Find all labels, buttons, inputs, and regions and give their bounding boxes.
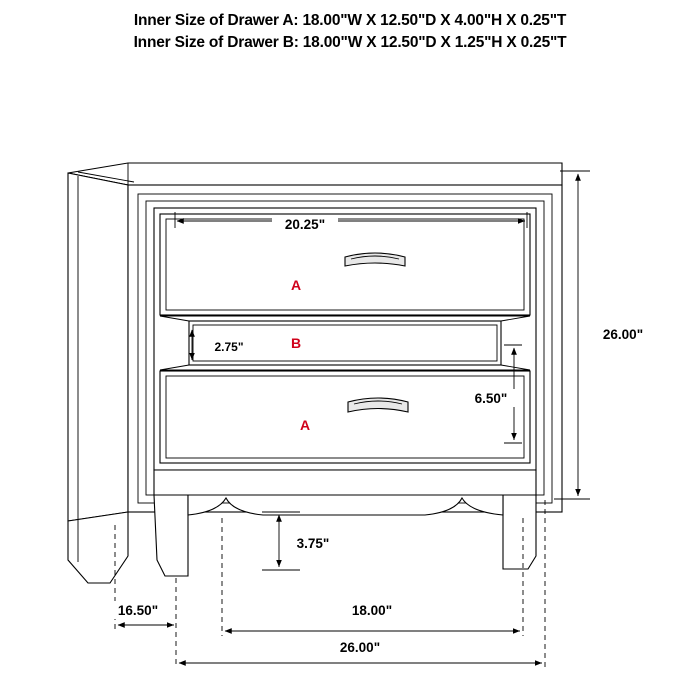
dimension-total-width <box>179 638 542 663</box>
header-line-drawer-b: Inner Size of Drawer B: 18.00"W X 12.50"D X 1.25"H X 0.25"T <box>133 34 567 51</box>
dim-leg-clearance-text: 3.75" <box>296 536 330 551</box>
cabinet-top-panel <box>68 163 562 185</box>
dim-total-width-text: 26.00" <box>339 640 381 655</box>
label-drawer-a-upper: A <box>290 277 302 293</box>
label-drawer-b: B <box>290 335 302 351</box>
dimension-leg-clearance <box>262 512 341 570</box>
dimension-depth <box>105 601 174 625</box>
left-front-leg <box>154 495 188 576</box>
dim-top-width-text: 20.25" <box>284 217 326 232</box>
label-drawer-a-lower: A <box>299 417 311 433</box>
dimension-inner-width <box>225 601 520 631</box>
dimension-overall-height <box>554 171 656 499</box>
dim-height-text: 26.00" <box>602 327 644 342</box>
rear-left-leg <box>68 512 128 583</box>
cabinet-left-side-panel <box>68 173 128 521</box>
dim-lower-drawer-text: 6.50" <box>474 391 508 406</box>
dim-depth-text: 16.50" <box>117 603 159 618</box>
header-line-drawer-a: Inner Size of Drawer A: 18.00"W X 12.50"D X 4.00"H X 0.25"T <box>133 12 567 29</box>
right-front-leg <box>503 495 536 569</box>
lower-drawer-front <box>160 371 530 463</box>
dim-drawer-b-text: 2.75" <box>214 340 244 354</box>
cabinet-bottom-rail <box>154 470 536 495</box>
dim-inner-width-text: 18.00" <box>351 603 393 618</box>
